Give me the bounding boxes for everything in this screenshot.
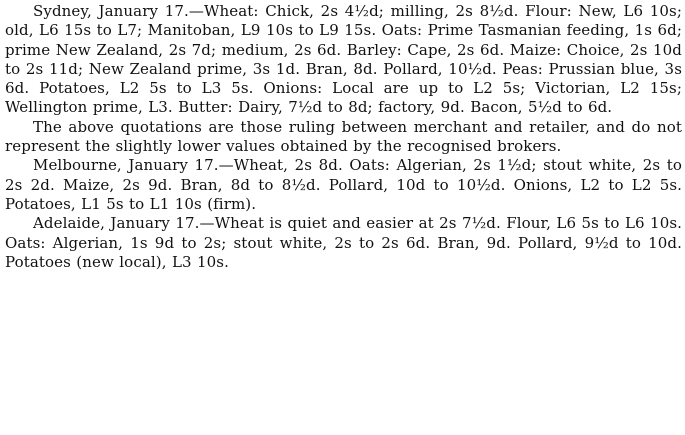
melbourne-market-report: Melbourne, January 17.—Wheat, 2s 8d. Oats: Algerian, 2s 1½d; stout white, 2s to 2s 2d. Maize, 2s 9d. Bran, 8d to 8½d. Pollard, 10d to 10½d. Onions, L2 to L2 5s. Potatoes, L1 5s to L1 10s (firm). [5,156,682,213]
quotations-note: The above quotations are those ruling between merchant and retailer, and do not represent the slightly lower values obtained by the recognised brokers. [5,117,682,156]
sydney-market-report: Sydney, January 17.—Wheat: Chick, 2s 4½d; milling, 2s 8½d. Flour: New, L6 10s; old, L6 15s to L7; Manitoban, L9 10s to L9 15s. Oats: Prime Tasmanian feeding, 1s 6d; prime New Zealand, 2s 7d; medium, 2s 6d. Barley: Cape, 2s 6d. Maize: Choice, 2s 10d to 2s 11d; New Zealand prime, 3s 1d. Bran, 8d. Pollard, 10½d. Peas: Prussian blue, 3s 6d. Potatoes, L2 5s to L3 5s. Onions: Local are up to L2 5s; Victorian, L2 15s; Wellington prime, L3. Butter: Dairy, 7½d to 8d; factory, 9d. Bacon, 5½d to 6d. [5,2,682,117]
adelaide-market-report: Adelaide, January 17.—Wheat is quiet and easier at 2s 7½d. Flour, L6 5s to L6 10s. Oats: Algerian, 1s 9d to 2s; stout white, 2s to 2s 6d. Bran, 9d. Pollard, 9½d to 10d. Potatoes (new local), L3 10s. [5,214,682,271]
